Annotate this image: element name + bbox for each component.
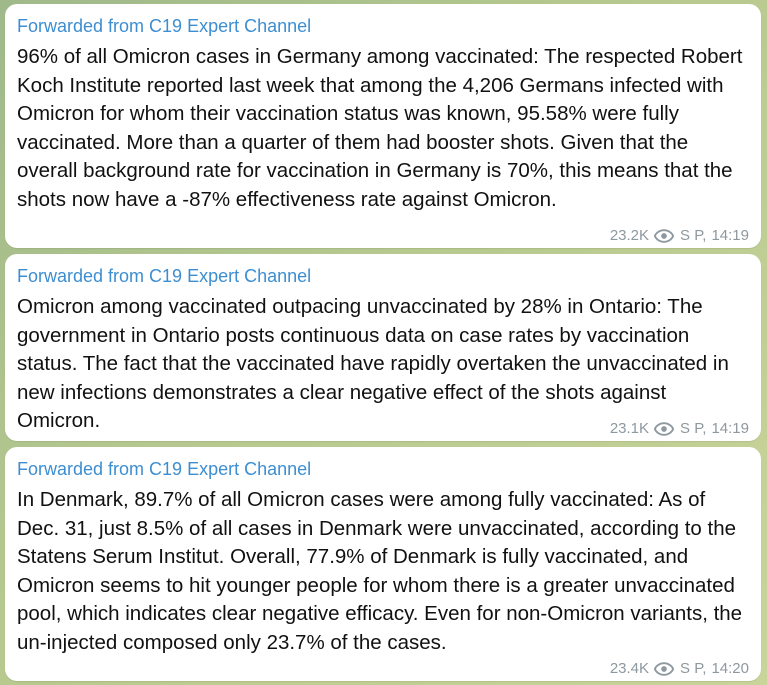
forwarded-prefix: Forwarded from <box>17 16 150 36</box>
forwarded-prefix: Forwarded from <box>17 266 150 286</box>
eye-icon <box>654 229 674 243</box>
message-time: 14:20 <box>711 660 749 677</box>
message-meta <box>610 227 749 244</box>
forwarded-prefix: Forwarded from <box>17 459 150 479</box>
author-signature: S P, <box>680 227 707 244</box>
forwarded-header <box>17 458 747 480</box>
message-time: 14:19 <box>711 227 749 244</box>
message-bubble[interactable] <box>5 4 761 248</box>
forward-source-link[interactable]: C19 Expert Channel <box>149 16 312 36</box>
message-bubble[interactable] <box>5 447 761 681</box>
view-count: 23.1K <box>609 420 650 437</box>
view-count: 23.4K <box>609 660 650 677</box>
eye-icon <box>654 422 674 436</box>
message-text: 96% of all Omicron cases in Germany among vaccinated: The respected Robert Koch Institute reported last week that among the 4,206 Germans infected with Omicron for whom their vaccination status was known, 95.58% were fully vaccinated. More than a quarter of them had booster shots. Given that the overall background rate for vaccination in Germany is 70%, this means that the shots now have a -87% effectiveness rate against Omicron. <box>17 45 743 211</box>
message-meta <box>610 660 749 677</box>
view-count: 23.2K <box>609 227 650 244</box>
message-bubble[interactable] <box>5 254 761 441</box>
forwarded-header <box>17 265 747 287</box>
forward-source-link[interactable]: C19 Expert Channel <box>149 266 312 286</box>
message-text: Omicron among vaccinated outpacing unvaccinated by 28% in Ontario: The government in Ontario posts continuous data on case rates by vaccination status. The fact that the vaccinated have rapidly overtaken the unvaccinated in new infections demonstrates a clear negative effect of the shots against Omicron. <box>17 295 729 433</box>
author-signature: S P, <box>680 660 707 677</box>
forward-source-link[interactable]: C19 Expert Channel <box>149 459 312 479</box>
message-text: In Denmark, 89.7% of all Omicron cases were among fully vaccinated: As of Dec. 31, just 8.5% of all cases in Denmark were unvaccinated, according to the Statens Serum Institut. Overall, 77.9% of Denmark is fully vaccinated, and Omicron seems to hit younger people for whom there is a greater unvaccinated pool, which indicates clear negative efficacy. Even for non-Omicron variants, the un-injected composed only 23.7% of the cases. <box>17 488 743 654</box>
forwarded-header <box>17 15 747 37</box>
message-meta <box>610 420 749 437</box>
message-time: 14:19 <box>711 420 749 437</box>
author-signature: S P, <box>680 420 707 437</box>
eye-icon <box>654 662 674 676</box>
